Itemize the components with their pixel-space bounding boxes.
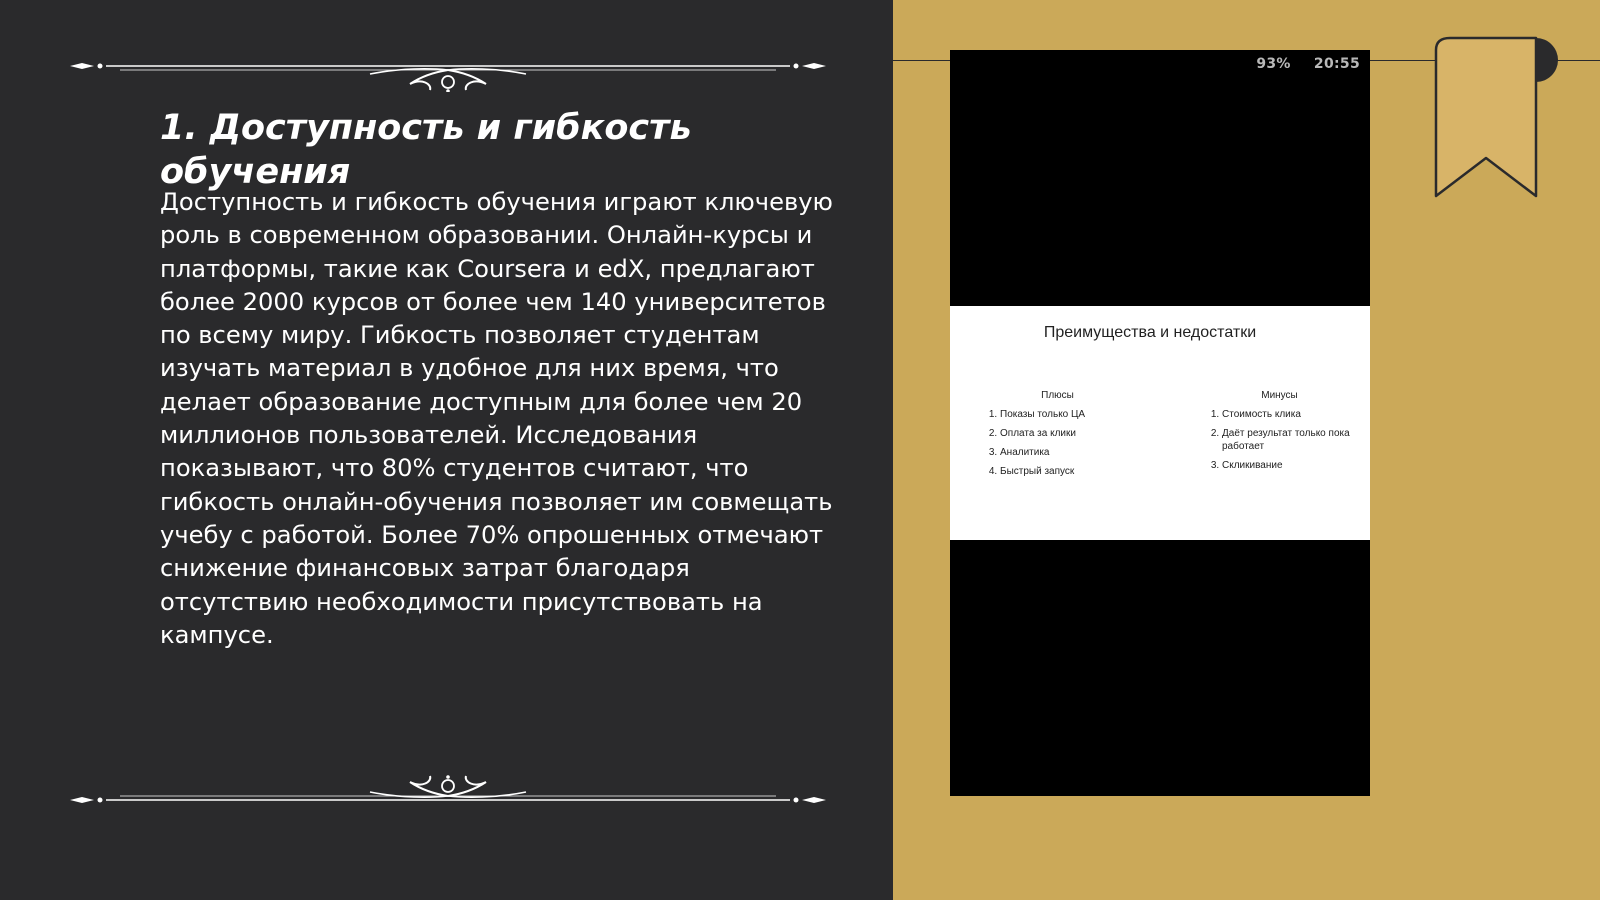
bookmark-icon	[1434, 36, 1560, 201]
top-ornament-divider-icon	[70, 42, 826, 92]
clock-time: 20:55	[1313, 56, 1360, 72]
slide-body-text: Доступность и гибкость обучения играют ключевую роль в современном образовании. Онлайн-курсы и платформы, такие как Coursera и edX, предлагают более 2000 курсов от более чем 140 университетов по всему миру. Гибкость позволяет студентам изучать материал в удобное для них время, что делает образование доступным для более чем 20 миллионов пользователей. Исследования показывают, что 80% студентов считают, что гибкость онлайн-обучения позволяет им совмещать учебу с работой. Более 70% опрошенных отмечают снижение финансовых затрат благодаря отсутствию необходимости присутствовать на кампусе.	[160, 188, 833, 649]
cons-header: Минусы	[1261, 390, 1298, 401]
bottom-ornament-divider-icon	[70, 774, 826, 824]
pros-column	[980, 390, 1155, 484]
embedded-slide-title: Преимущества и недостатки	[1043, 324, 1257, 341]
pros-item: 3. Аналитика	[1000, 446, 1155, 459]
phone-status-bar	[1238, 56, 1360, 72]
cons-column	[1202, 390, 1377, 478]
slide-title: 1. Доступность и гибкость обучения	[160, 108, 692, 192]
embedded-slide	[950, 306, 1370, 540]
battery-level: 93%	[1256, 56, 1291, 72]
cons-item: 3. Скликивание	[1222, 459, 1377, 472]
pros-item: 4. Быстрый запуск	[1000, 465, 1155, 478]
pros-item: 2. Оплата за клики	[1000, 427, 1155, 440]
phone-screenshot	[950, 50, 1370, 796]
cons-item: 1. Стоимость клика	[1222, 408, 1377, 421]
pros-item: 1. Показы только ЦА	[1000, 408, 1155, 421]
pros-header: Плюсы	[1041, 390, 1074, 401]
cons-item: 2. Даёт результат только пока работает	[1222, 427, 1377, 453]
